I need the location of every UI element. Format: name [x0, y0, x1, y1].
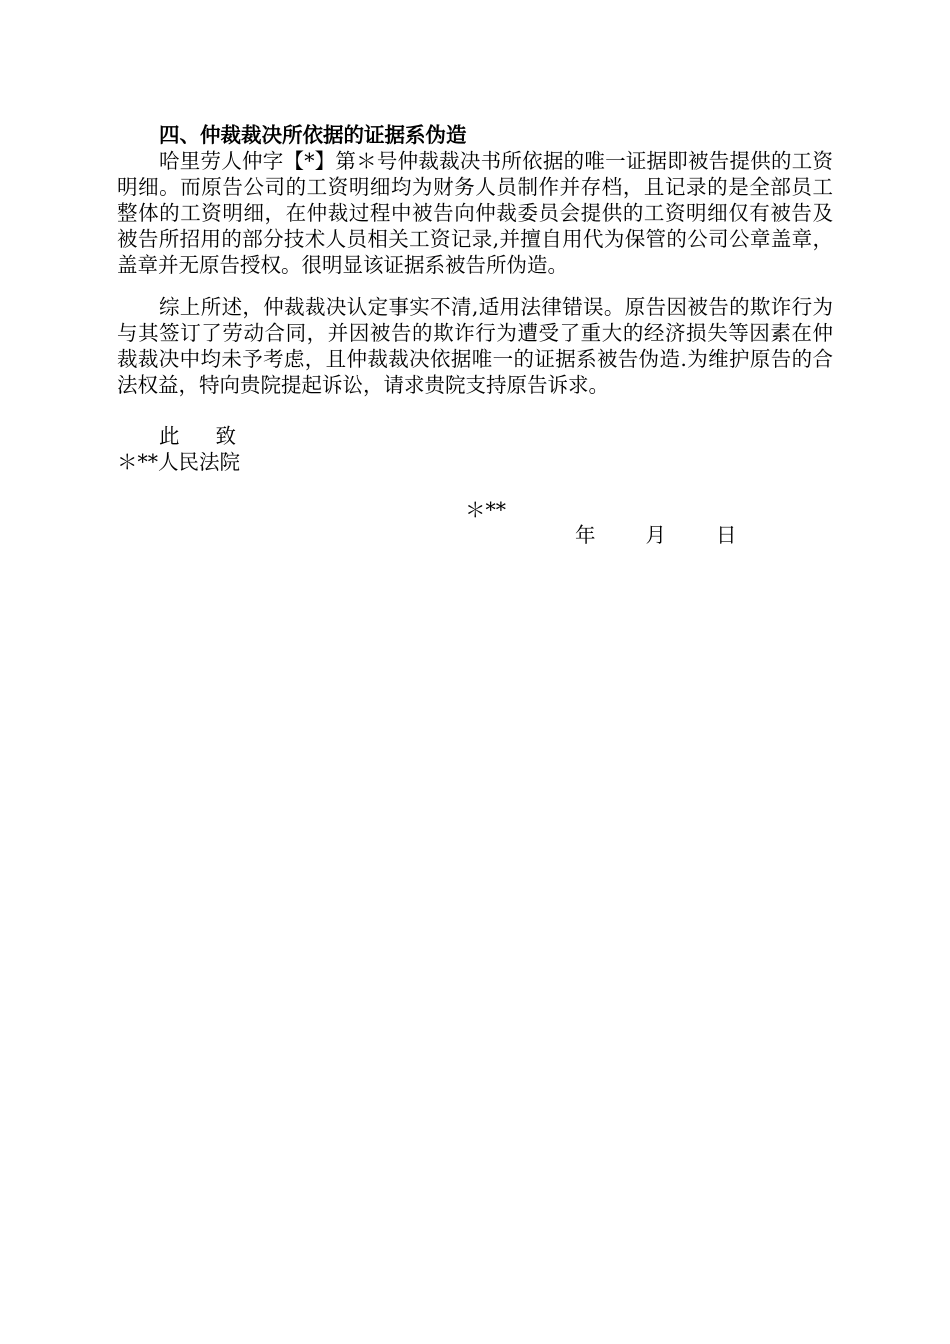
paragraph-conclusion: 综上所述，仲裁裁决认定事实不清,适用法律错误。原告因被告的欺诈行为与其签订了劳动合同，并因被告的欺诈行为遭受了重大的经济损失等因素在仲裁裁决中均未予考虑，且仲裁裁决依据唯一的证据系被告伪造.为维护原告的合法权益，特向贵院提起诉讼，请求贵院支持原告诉求。 — [117, 295, 833, 397]
date-month: 月 — [645, 523, 666, 547]
salutation — [159, 423, 236, 449]
salutation-ci: 此 — [159, 424, 180, 448]
paragraph-evidence: 哈里劳人仲字【*】第＊号仲裁裁决书所依据的唯一证据即被告提供的工资明细。而原告公司的工资明细均为财务人员制作并存档，且记录的是全部员工整体的工资明细，在仲裁过程中被告向仲裁委员会提供的工资明细仅有被告及被告所招用的部分技术人员相关工资记录,并擅自用代为保管的公司公章盖章，盖章并无原告授权。很明显该证据系被告所伪造。 — [117, 149, 833, 277]
salutation-zhi: 致 — [215, 424, 236, 448]
signer-name: ＊** — [465, 498, 506, 522]
document-body — [117, 122, 833, 398]
date-day: 日 — [716, 523, 737, 547]
section-heading: 四、仲裁裁决所依据的证据系伪造 — [159, 123, 467, 147]
date-year: 年 — [575, 523, 596, 547]
date-line — [575, 522, 737, 548]
court-name: ＊**人民法院 — [117, 450, 240, 474]
